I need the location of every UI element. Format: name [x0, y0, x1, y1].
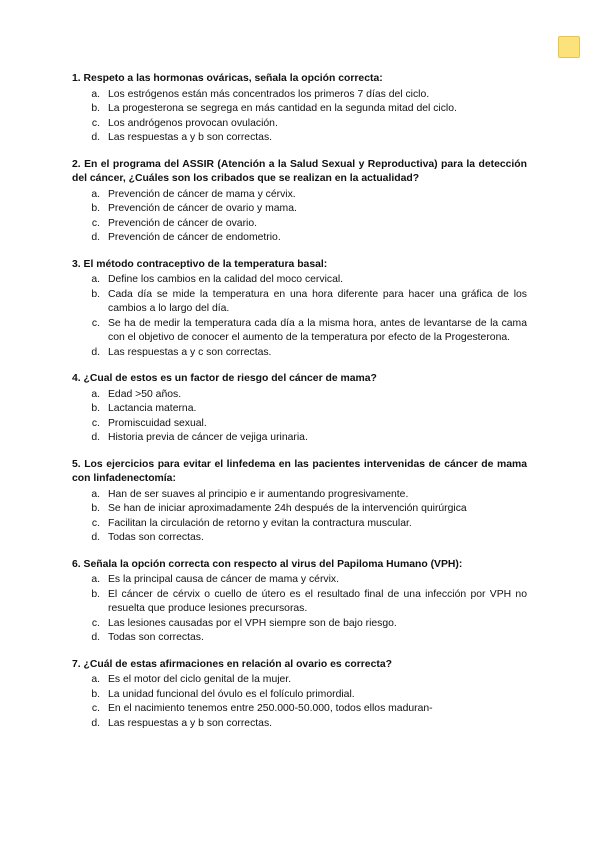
option-letter: d. [91, 346, 100, 358]
option-letter: d. [91, 632, 100, 643]
question-title: 2. En el programa del ASSIR (Atención a la Salud Sexual y Reproductiva) para la detección del cáncer, ¿Cuáles son los cribados que se realizan en la actualidad? [72, 158, 527, 184]
option-text: Lactancia materna. [108, 403, 197, 414]
option-text: Edad >50 años. [108, 388, 182, 400]
answer-option [72, 502, 527, 517]
question-title: 7. ¿Cuál de estas afirmaciones en relación al ovario es correcta? [72, 658, 392, 670]
option-text: Cada día se mide la temperatura en una hora diferente para hacer una gráfica de los cambios a lo largo del día. [108, 288, 527, 314]
option-text: Historia previa de cáncer de vejiga urinaria. [108, 432, 308, 443]
option-text: En el nacimiento tenemos entre 250.000-50.000, todos ellos maduran- [108, 703, 433, 714]
option-letter: c. [91, 117, 100, 129]
option-text: Todas son correctas. [108, 532, 204, 543]
answer-option [72, 631, 527, 646]
option-letter: d. [91, 132, 100, 143]
option-text: Las respuestas a y b son correctas. [108, 717, 273, 729]
option-letter: a. [91, 388, 100, 400]
question-title: 1. Respeto a las hormonas ováricas, señala la opción correcta: [72, 73, 383, 84]
option-letter: c. [91, 517, 100, 529]
option-letter: b. [91, 288, 100, 300]
option-letter: a. [91, 88, 100, 100]
option-letter: a. [91, 488, 100, 500]
question-4 [72, 372, 527, 446]
answer-option [72, 688, 527, 703]
answer-options [72, 573, 527, 646]
option-text: Han de ser suaves al principio e ir aumentando progresivamente. [108, 488, 409, 500]
answer-option [72, 202, 527, 217]
answer-option [72, 717, 527, 732]
answer-option [72, 273, 527, 288]
answer-option [72, 417, 527, 432]
question-2 [72, 158, 527, 246]
option-letter: b. [91, 503, 100, 514]
option-text: Promiscuidad sexual. [108, 417, 207, 429]
answer-option [72, 388, 527, 403]
answer-option [72, 402, 527, 417]
answer-option [72, 517, 527, 532]
option-text: El cáncer de cérvix o cuello de útero es el resultado final de una infección por VPH no resuelta que produce lesiones precursoras. [108, 588, 527, 614]
option-text: Todas son correctas. [108, 632, 204, 643]
option-letter: c. [91, 217, 100, 229]
answer-option [72, 317, 527, 346]
answer-option [72, 131, 527, 146]
option-text: Los estrógenos están más concentrados los primeros 7 días del ciclo. [108, 88, 430, 100]
option-letter: b. [91, 103, 100, 114]
answer-option [72, 573, 527, 588]
answer-option [72, 531, 527, 546]
option-text: La unidad funcional del óvulo es el folículo primordial. [108, 688, 355, 700]
answer-option [72, 431, 527, 446]
option-text: Facilitan la circulación de retorno y evitan la contractura muscular. [108, 517, 412, 529]
answer-option [72, 88, 527, 103]
option-text: Define los cambios en la calidad del moco cervical. [108, 274, 344, 285]
answer-option [72, 217, 527, 232]
option-letter: b. [91, 588, 100, 600]
option-letter: a. [91, 674, 100, 685]
answer-option [72, 288, 527, 317]
answer-options [72, 88, 527, 146]
option-letter: c. [91, 417, 100, 429]
option-text: Prevención de cáncer de ovario. [108, 217, 258, 229]
option-text: Prevención de cáncer de endometrio. [108, 232, 281, 243]
answer-options [72, 273, 527, 360]
option-letter: d. [91, 232, 100, 243]
option-text: Prevención de cáncer de mama y cérvix. [108, 188, 296, 200]
answer-options [72, 673, 527, 731]
document-body [72, 72, 527, 743]
option-text: Se ha de medir la temperatura cada día a la misma hora, antes de levantarse de la cama con el objetivo de conocer el aumento de la temperatura por efecto de la Progesterona. [108, 317, 527, 343]
option-letter: a. [91, 574, 100, 585]
answer-options [72, 388, 527, 446]
option-text: Prevención de cáncer de ovario y mama. [108, 203, 297, 214]
option-letter: a. [91, 188, 100, 200]
question-title: 3. El método contraceptivo de la temperatura basal: [72, 258, 328, 270]
question-6 [72, 558, 527, 646]
answer-option [72, 488, 527, 503]
option-letter: b. [91, 203, 100, 214]
answer-option [72, 702, 527, 717]
answer-option [72, 231, 527, 246]
question-5 [72, 458, 527, 546]
option-text: Es la principal causa de cáncer de mama y cérvix. [108, 574, 340, 585]
question-1 [72, 72, 527, 146]
option-text: Las lesiones causadas por el VPH siempre son de bajo riesgo. [108, 617, 397, 629]
answer-option [72, 188, 527, 203]
option-text: Se han de iniciar aproximadamente 24h después de la intervención quirúrgica [108, 503, 467, 514]
option-letter: b. [91, 688, 100, 700]
option-letter: c. [91, 317, 100, 329]
option-text: Los andrógenos provocan ovulación. [108, 117, 278, 129]
question-3 [72, 258, 527, 361]
answer-options [72, 488, 527, 546]
option-letter: b. [91, 403, 100, 414]
question-7 [72, 658, 527, 732]
answer-options [72, 188, 527, 246]
question-title: 5. Los ejercicios para evitar el linfedema en las pacientes intervenidas de cáncer de mama con linfadenectomía: [72, 458, 527, 484]
answer-option [72, 102, 527, 117]
question-title: 4. ¿Cual de estos es un factor de riesgo del cáncer de mama? [72, 373, 377, 384]
option-text: La progesterona se segrega en más cantidad en la segunda mitad del ciclo. [108, 103, 457, 114]
answer-option [72, 673, 527, 688]
option-letter: a. [91, 274, 100, 285]
option-text: Las respuestas a y b son correctas. [108, 132, 273, 143]
answer-option [72, 588, 527, 617]
answer-option [72, 346, 527, 361]
option-text: Las respuestas a y c son correctas. [108, 346, 272, 358]
option-letter: d. [91, 532, 100, 543]
option-text: Es el motor del ciclo genital de la mujer. [108, 674, 292, 685]
option-letter: c. [91, 617, 100, 629]
option-letter: c. [91, 703, 100, 714]
question-title: 6. Señala la opción correcta con respecto al virus del Papiloma Humano (VPH): [72, 558, 463, 570]
option-letter: d. [91, 717, 100, 729]
answer-option [72, 617, 527, 632]
answer-option [72, 117, 527, 132]
sticky-note-icon[interactable] [558, 36, 580, 58]
option-letter: d. [91, 432, 100, 443]
